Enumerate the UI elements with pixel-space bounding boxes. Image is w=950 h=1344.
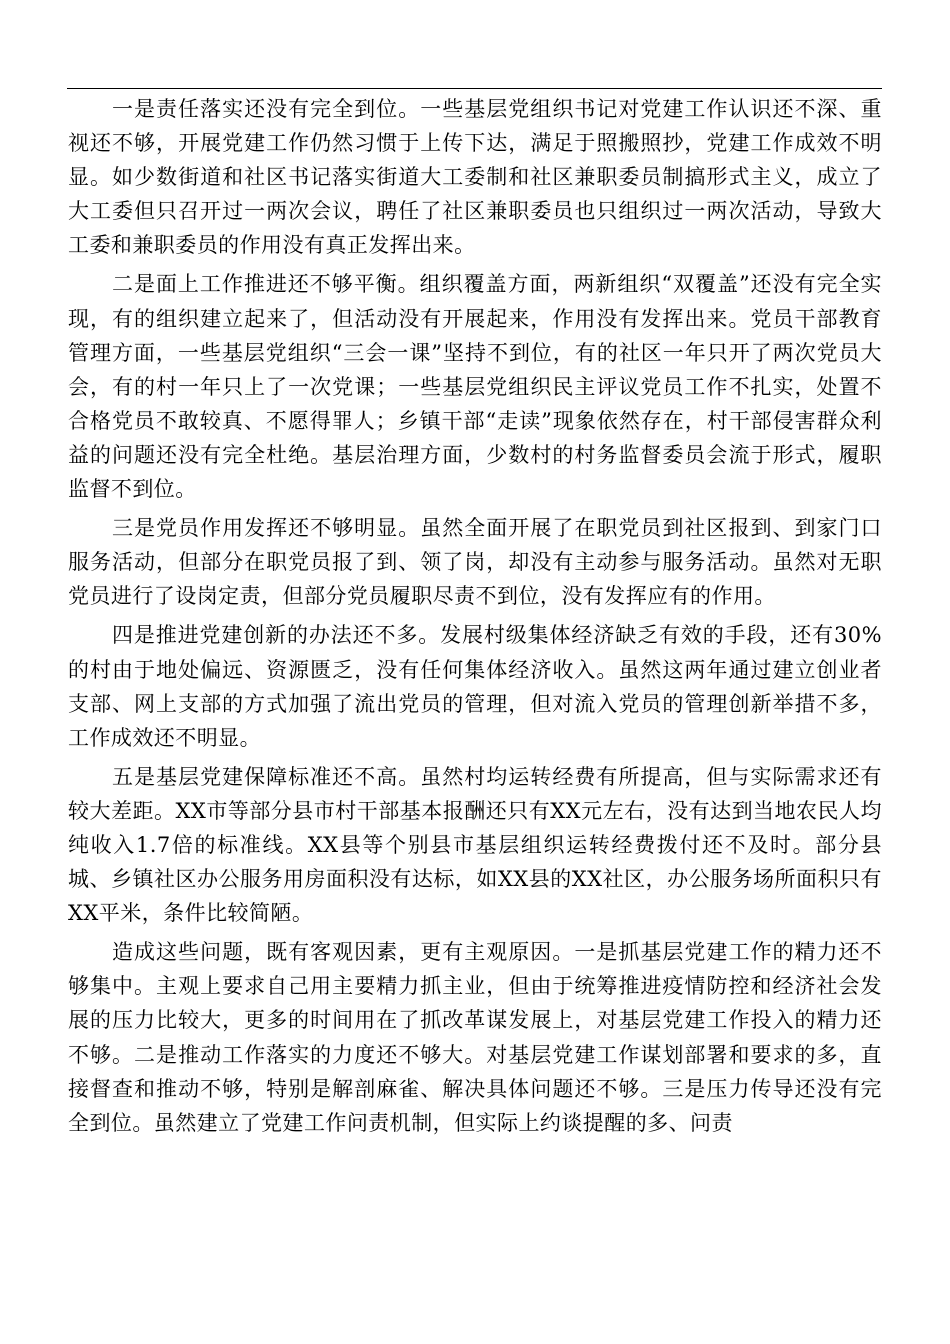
header-rule [67, 88, 882, 89]
document-body [68, 92, 882, 1145]
paragraph-innovation: 四是推进党建创新的办法还不多。发展村级集体经济缺乏有效的手段，还有30%的村由于地处偏远、资源匮乏，没有任何集体经济收入。虽然这两年通过建立创业者支部、网上支部的方式加强了流出党员的管理，但对流入党员的管理创新举措不多，工作成效还不明显。 [68, 623, 882, 750]
paragraph-causes: 造成这些问题，既有客观因素，更有主观原因。一是抓基层党建工作的精力还不够集中。主观上要求自己用主要精力抓主业，但由于统筹推进疫情防控和经济社会发展的压力比较大，更多的时间用在了抓改革谋发展上，对基层党建工作投入的精力还不够。二是推动工作落实的力度还不够大。对基层党建工作谋划部署和要求的多，直接督查和推动不够，特别是解剖麻雀、解决具体问题还不够。三是压力传导还没有完全到位。虽然建立了党建工作问责机制，但实际上约谈提醒的多、问责 [68, 940, 882, 1135]
paragraph-balance: 二是面上工作推进还不够平衡。组织覆盖方面，两新组织“双覆盖”还没有完全实现，有的组织建立起来了，但活动没有开展起来，作用没有发挥出来。党员干部教育管理方面，一些基层党组织“三会一课”坚持不到位，有的社区一年只开了两次党员大会，有的村一年只上了一次党课；一些基层党组织民主评议党员工作不扎实，处置不合格党员不敢较真、不愿得罪人；乡镇干部“走读”现象依然存在，村干部侵害群众利益的问题还没有完全杜绝。基层治理方面，少数村的村务监督委员会流于形式，履职监督不到位。 [68, 272, 882, 502]
paragraph-guarantee-standards: 五是基层党建保障标准还不高。虽然村均运转经费有所提高，但与实际需求还有较大差距。XX市等部分县市村干部基本报酬还只有XX元左右，没有达到当地农民人均纯收入1.7倍的标准线。XX县等个别县市基层组织运转经费拨付还不及时。部分县城、乡镇社区办公服务用房面积没有达标，如XX县的XX社区，办公服务场所面积只有XX平米，条件比较简陋。 [68, 764, 882, 926]
paragraph-responsibility: 一是责任落实还没有完全到位。一些基层党组织书记对党建工作认识还不深、重视还不够，开展党建工作仍然习惯于上传下达，满足于照搬照抄，党建工作成效不明显。如少数街道和社区书记落实街道大工委制和社区兼职委员制搞形式主义，成立了大工委但只召开过一两次会议，聘任了社区兼职委员也只组织过一两次活动，导致大工委和兼职委员的作用没有真正发挥出来。 [68, 97, 882, 258]
paragraph-party-member-role: 三是党员作用发挥还不够明显。虽然全面开展了在职党员到社区报到、到家门口服务活动，但部分在职党员报了到、领了岗，却没有主动参与服务活动。虽然对无职党员进行了设岗定责，但部分党员履职尽责不到位，没有发挥应有的作用。 [68, 516, 882, 609]
